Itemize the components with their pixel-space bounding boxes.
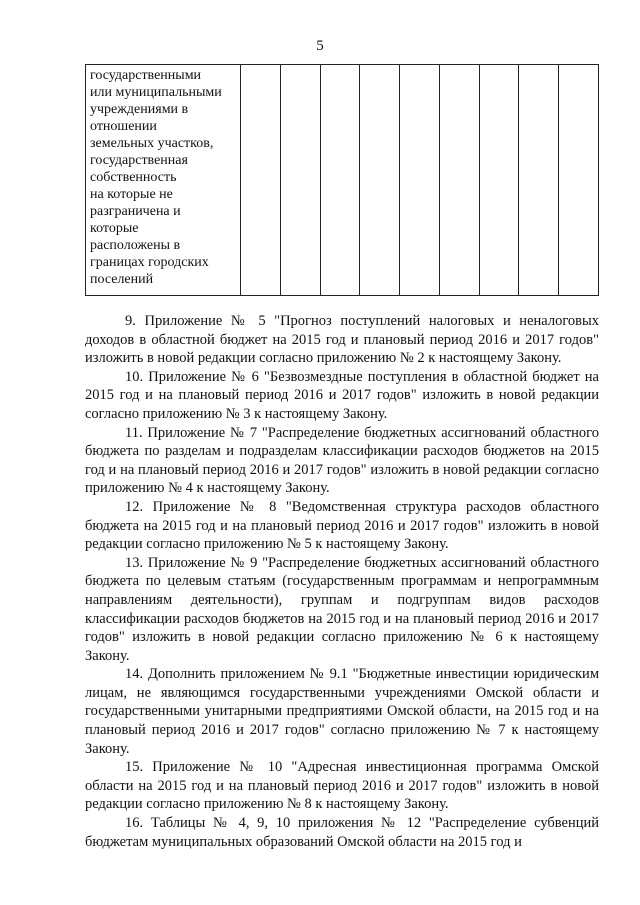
table-empty-cell xyxy=(321,65,361,295)
paragraph-16: 16. Таблицы № 4, 9, 10 приложения № 12 "Распределение субвенций бюджетам муниципальных образований Омской области на 2015 год и xyxy=(85,815,599,850)
table-empty-cell xyxy=(440,65,480,295)
paragraph-15: 15. Приложение № 10 "Адресная инвестиционная программа Омской области на 2015 год и на плановый период 2016 и 2017 годов" изложить в новой редакции согласно приложению № 8 к настоящему Закону. xyxy=(85,759,599,813)
table-empty-cell xyxy=(241,65,281,295)
table-fragment xyxy=(85,64,599,296)
paragraph-11: 11. Приложение № 7 "Распределение бюджетных ассигнований областного бюджета по разделам и подразделам классификации расходов бюджетов на 2015 год и на плановый период 2016 и 2017 годов" изложить в новой редакции согласно приложению № 4 к настоящему Закону. xyxy=(85,424,599,497)
paragraph-14: 14. Дополнить приложением № 9.1 "Бюджетные инвестиции юридическим лицам, не являющимся государственными учреждениями Омской области и государственными унитарными предприятиями Омской области, на 2015 год и на плановый период 2016 и 2017 годов" согласно приложению № 7 к настоящему Закону. xyxy=(85,666,599,757)
paragraph-10: 10. Приложение № 6 "Безвозмездные поступления в областной бюджет на 2015 год и на плановый период 2016 и 2017 годов" изложить в новой редакции согласно приложению № 3 к настоящему Закону. xyxy=(85,368,599,422)
table-first-cell: государственными или муниципальными учреждениями в отношении земельных участков, государственная собственность на которые не разграничена и которые расположены в границах городских поселений xyxy=(86,65,241,295)
body-text xyxy=(85,312,599,851)
table-empty-cell xyxy=(400,65,440,295)
paragraph-13: 13. Приложение № 9 "Распределение бюджетных ассигнований областного бюджета по целевым статьям (государственным программам и непрограммным направлениям деятельности), группам и подгруппам видов расходов классификации расходов бюджетов на 2015 год и на плановый период 2016 и 2017 годов" изложить в новой редакции согласно приложению № 6 к настоящему Закону. xyxy=(85,554,599,664)
table-empty-cell xyxy=(480,65,520,295)
paragraph-9: 9. Приложение № 5 "Прогноз поступлений налоговых и неналоговых доходов в областной бюджет на 2015 год и плановый период 2016 и 2017 годов" изложить в новой редакции согласно приложению № 2 к настоящему Закону. xyxy=(85,313,599,367)
table-empty-cell xyxy=(281,65,321,295)
table-empty-cell xyxy=(559,65,598,295)
table-empty-cell xyxy=(360,65,400,295)
table-empty-cell xyxy=(519,65,559,295)
page-number: 5 xyxy=(316,38,324,54)
paragraph-12: 12. Приложение № 8 "Ведомственная структура расходов областного бюджета на 2015 год и на плановый период 2016 и 2017 годов" изложить в новой редакции согласно приложению № 5 к настоящему Закону. xyxy=(85,498,599,553)
